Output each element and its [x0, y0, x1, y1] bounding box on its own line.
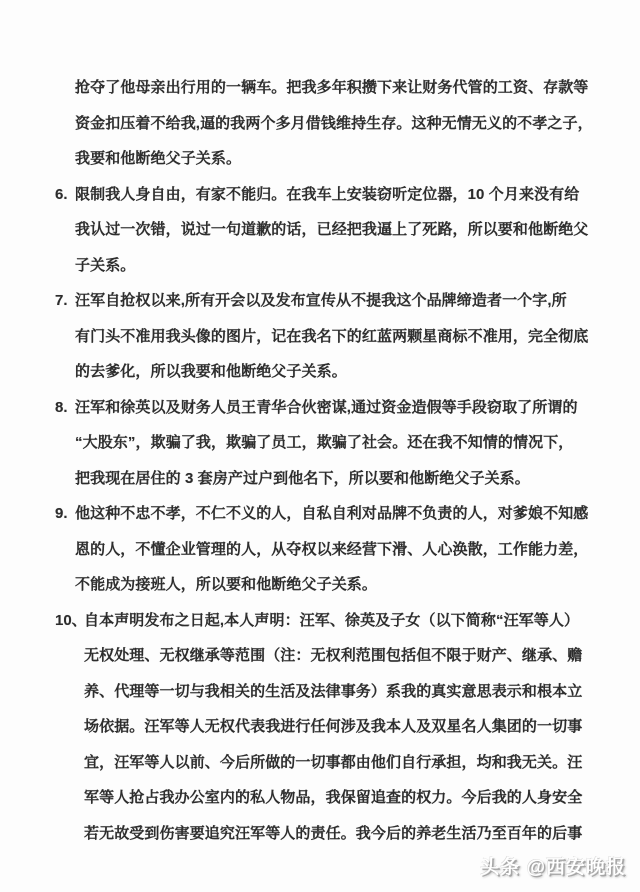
list-number: 8.	[55, 398, 68, 416]
text-line: 我认过一次错，说过一句道歉的话，已经把我逼上了死路，所以要和他断绝父	[75, 221, 589, 238]
text-line: 有门头不准用我头像的图片，记在我名下的红蓝两颗星商标不准用，完全彻底	[75, 327, 589, 345]
text-line: 他这种不忠不孝，不仁不义的人，自私自利对品牌不负责的人，对爹娘不知感	[75, 505, 589, 522]
document-body	[0, 70, 640, 851]
text-line: 若无故受到伤害要追究汪军等人的责任。我今后的养老生活乃至百年的后事	[84, 824, 583, 842]
text-line: 汪军自抢权以来,所有开会以及发布宣传从不提我这个品牌缔造者一个字,所	[75, 292, 567, 309]
watermark-toutiao: 头条 @西安晚报	[480, 857, 626, 878]
text-line: 宜，汪军等人以前、今后所做的一切事都由他们自行承担，均和我无关。汪	[84, 753, 583, 771]
text-line: 不能成为接班人，所以要和他断绝父子关系。	[75, 576, 378, 593]
text-line: 子关系。	[75, 256, 136, 274]
text-line: 军等人抢占我办公室内的私人物品，我保留追查的权力。今后我的人身安全	[84, 789, 583, 806]
text-line: 我要和他断绝父子关系。	[75, 150, 242, 167]
text-line: 把我现在居住的 3 套房产过户到他名下，所以要和他断绝父子关系。	[75, 469, 530, 487]
text-line: 限制我人身自由，有家不能归。在我车上安装窃听定位器，10 个月来没有给	[75, 185, 580, 203]
text-line: 抢夺了他母亲出行用的一辆车。把我多年积攒下来让财务代管的工资、存款等	[75, 79, 589, 96]
text-line: 自本声明发布之日起,本人声明：汪军、徐英及子女（以下简称“汪军等人）	[84, 611, 580, 629]
paragraph	[0, 70, 640, 177]
list-number: 6.	[55, 185, 68, 203]
text-line: 无权处理、无权继承等范围（注：无权利范围包括但不限于财产、继承、赡	[84, 647, 583, 664]
text-line: “大股东”，欺骗了我，欺骗了员工，欺骗了社会。还在我不知情的情况下，	[75, 434, 574, 451]
paragraph	[0, 177, 640, 284]
paragraph	[0, 390, 640, 497]
paragraph	[0, 603, 640, 852]
paragraph	[0, 496, 640, 603]
text-line: 的去爹化，所以我要和他断绝父子关系。	[75, 363, 347, 380]
text-line: 场依据。汪军等人无权代表我进行任何涉及我本人及双星名人集团的一切事	[84, 718, 583, 735]
list-number: 9.	[55, 505, 68, 522]
paragraph	[0, 283, 640, 390]
text-line: 资金扣压着不给我,逼的我两个多月借钱维持生存。这种无情无义的不孝之子，	[75, 114, 593, 132]
list-number: 7.	[55, 292, 68, 309]
text-line: 汪军和徐英以及财务人员王青华合伙密谋,通过资金造假等手段窃取了所谓的	[75, 398, 578, 416]
text-line: 恩的人，不懂企业管理的人，从夺权以来经营下滑、人心涣散，工作能力差，	[75, 540, 589, 558]
text-line: 养、代理等一切与我相关的生活及法律事务）系我的真实意思表示和根本立	[84, 682, 583, 700]
list-number: 10、	[55, 611, 87, 629]
